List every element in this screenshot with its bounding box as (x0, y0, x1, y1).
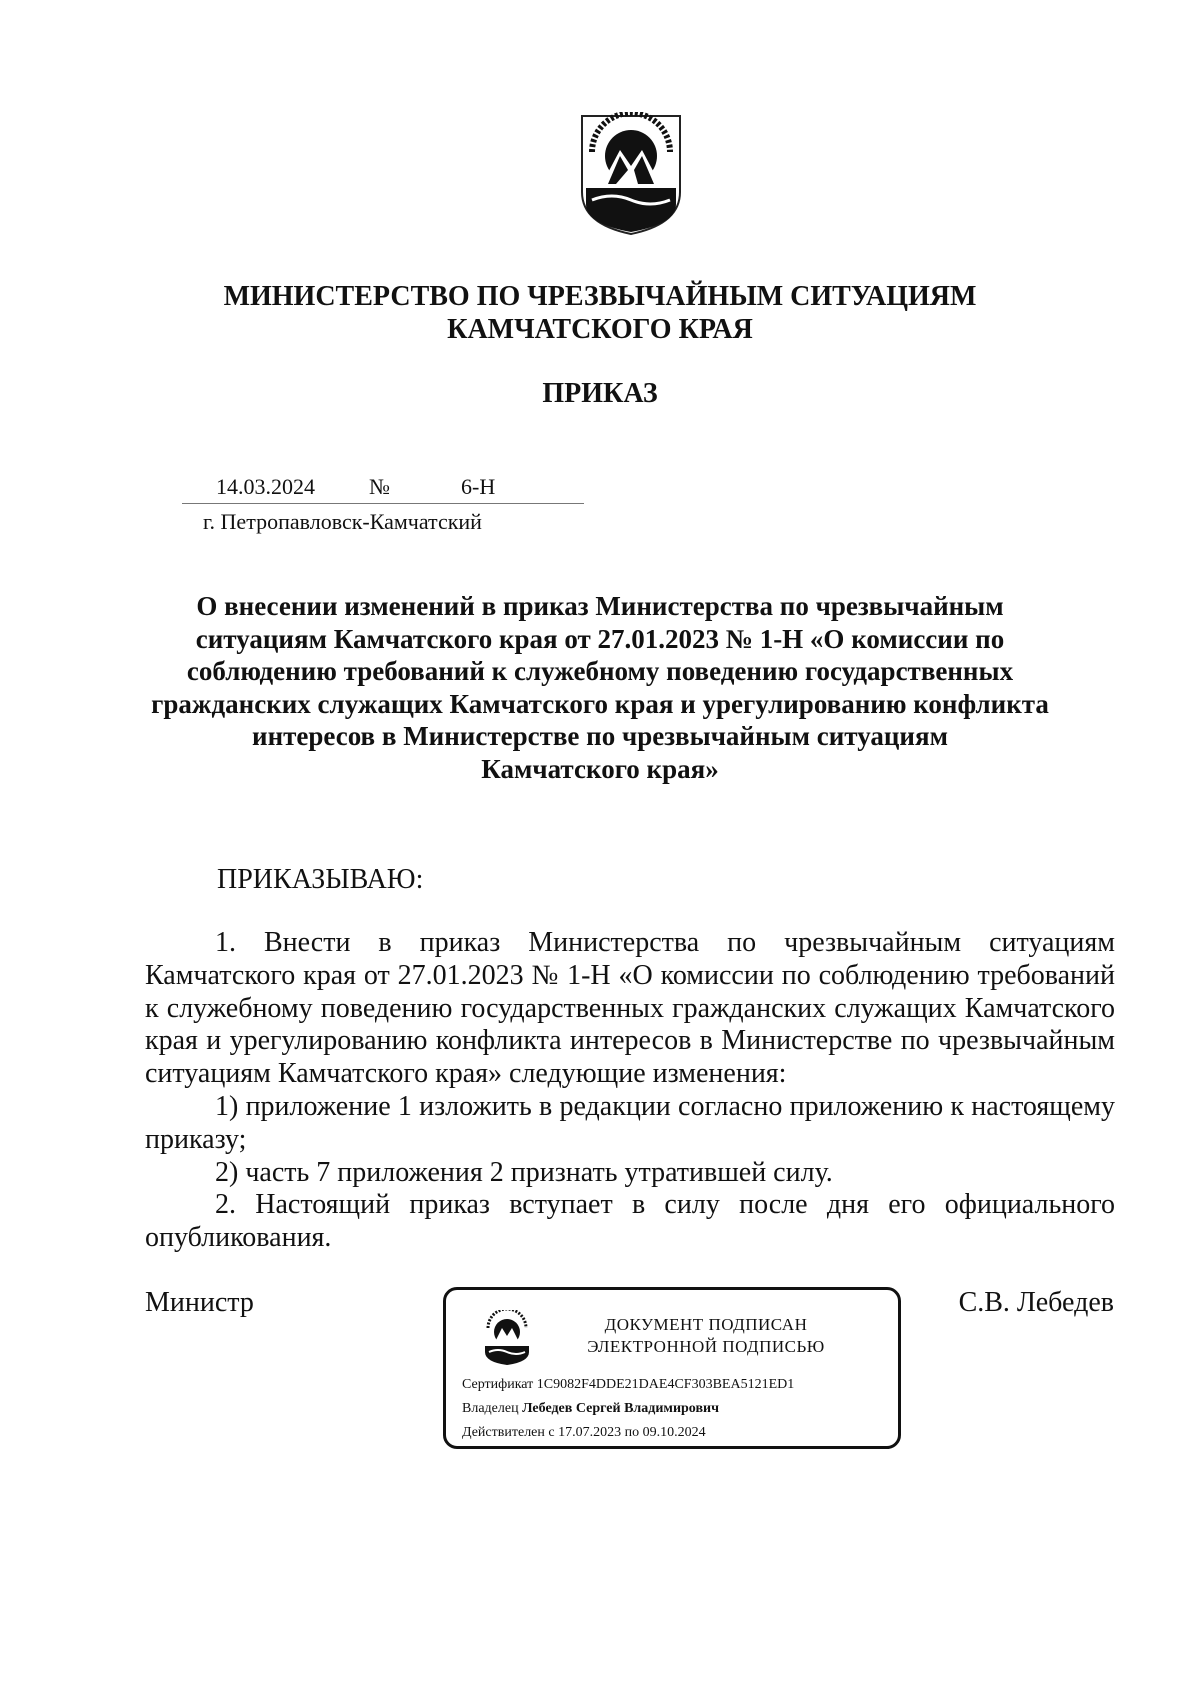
title-line-2: ситуациям Камчатского края от 27.01.2023 № 1-Н «О комиссии по (195, 623, 1005, 654)
stamp-heading (556, 1314, 856, 1358)
title-line-4: гражданских служащих Камчатского края и урегулированию конфликта (151, 688, 1049, 719)
stamp-owner (462, 1400, 719, 1418)
ministry-line-2: КАМЧАТСКОГО КРАЯ (447, 314, 753, 345)
decree-word: ПРИКАЗЫВАЮ: (217, 864, 424, 895)
order-title (130, 590, 1070, 785)
ministry-line-1: МИНИСТЕРСТВО ПО ЧРЕЗВЫЧАЙНЫМ СИТУАЦИЯМ (223, 281, 977, 312)
valid-from: 17.07.2023 (558, 1425, 622, 1440)
valid-to-word: по (624, 1425, 640, 1440)
stamp-heading-line-2: ЭЛЕКТРОННОЙ ПОДПИСЬЮ (587, 1337, 825, 1356)
valid-from-word: с (548, 1425, 555, 1440)
ministry-heading (0, 280, 1200, 346)
meta-underline (182, 503, 584, 504)
kamchatka-coat-of-arms-icon (578, 112, 684, 238)
cert-value: 1C9082F4DDE21DAE4CF303BEA5121ED1 (536, 1377, 795, 1392)
kamchatka-coat-of-arms-icon (482, 1310, 532, 1366)
stamp-certificate (462, 1376, 794, 1394)
city: г. Петропавловск-Камчатский (203, 509, 482, 534)
paragraph-3: 2) часть 7 приложения 2 признать утратившей силу. (215, 1156, 833, 1188)
valid-label: Действителен (462, 1425, 545, 1440)
title-line-3: соблюдению требований к служебному поведению государственных (186, 656, 1014, 686)
paragraph-4: 2. Настоящий приказ вступает в силу после дня его официального опубликования. (145, 1189, 1115, 1254)
order-date: 14.03.2024 (216, 474, 315, 499)
cert-label: Сертификат (462, 1377, 534, 1392)
electronic-signature-stamp (443, 1287, 901, 1449)
title-line-5: интересов в Министерстве по чрезвычайным ситуациям (252, 721, 948, 751)
number-sign: № (369, 474, 390, 499)
stamp-heading-line-1: ДОКУМЕНТ ПОДПИСАН (604, 1315, 808, 1334)
paragraph-2: 1) приложение 1 изложить в редакции согласно приложению к настоящему приказу; (145, 1090, 1115, 1155)
order-body (145, 927, 1115, 1255)
owner-label: Владелец (462, 1401, 519, 1416)
valid-to: 09.10.2024 (642, 1425, 706, 1440)
stamp-validity (462, 1424, 706, 1442)
doc-type: ПРИКАЗ (542, 378, 658, 409)
title-line-1: О внесении изменений в приказ Министерства по чрезвычайным (196, 591, 1004, 621)
title-line-6: Камчатского края» (481, 753, 719, 784)
signer-position: Министр (145, 1287, 254, 1318)
signer-name: С.В. Лебедев (958, 1287, 1114, 1318)
paragraph-1: 1. Внести в приказ Министерства по чрезвычайным ситуациям Камчатского края от 27.01.2023 № 1-Н «О комиссии по соблюдению требований к служебному поведению государственных гражданских служащих Камчатского края и урегулированию конфликта интересов в Министерстве по чрезвычайным ситуациям Камчатского края» следующие изменения: (145, 927, 1115, 1090)
owner-value: Лебедев Сергей Владимирович (522, 1401, 719, 1416)
order-number: 6-Н (461, 474, 496, 499)
